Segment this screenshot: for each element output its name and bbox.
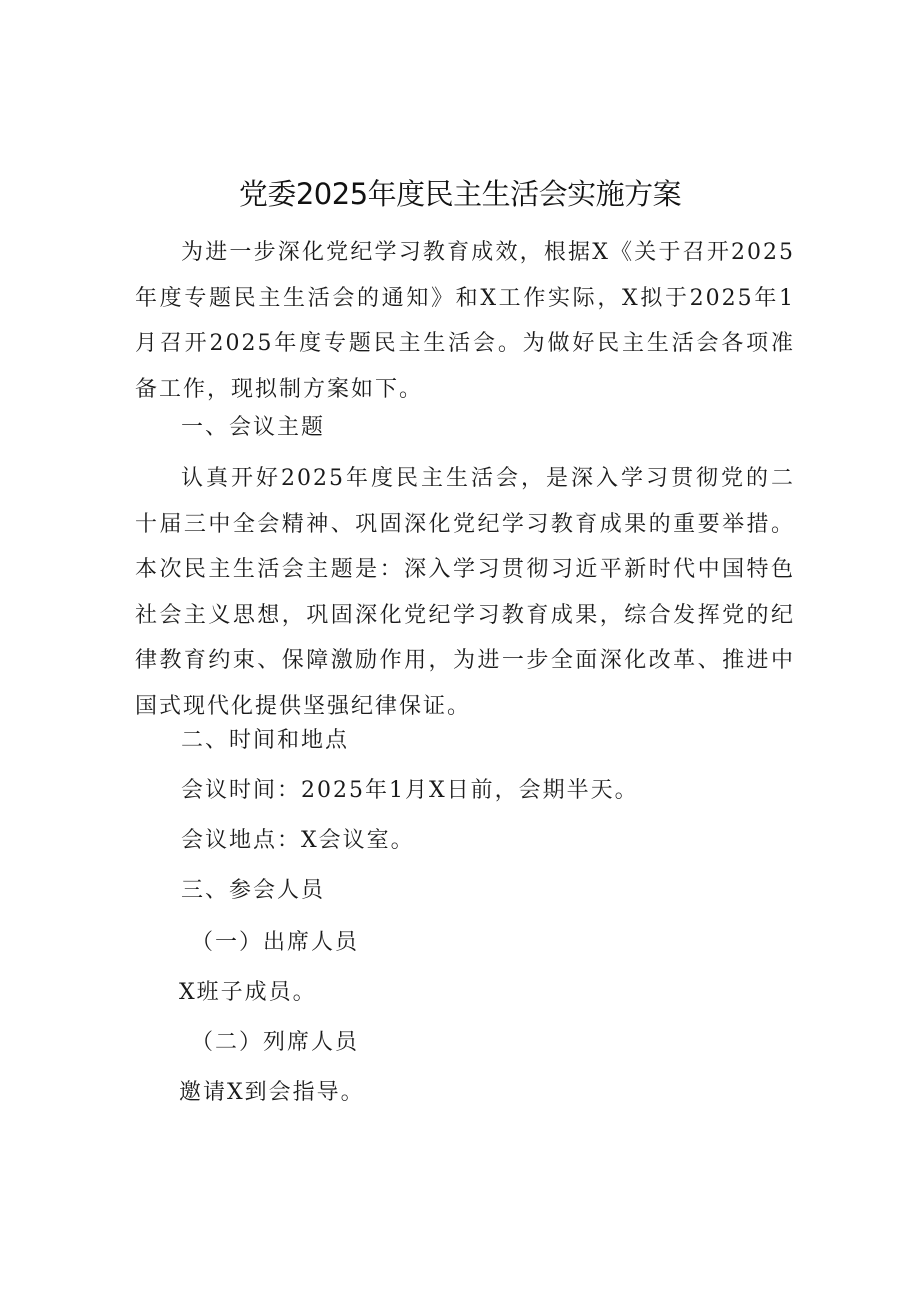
section3-heading: 三、参会人员 [181,878,326,903]
section1-body: 认真开好2025年度民主生活会，是深入学习贯彻党的二十届三中全会精神、巩固深化党纪学习教育成果的重要举措。本次民主生活会主题是：深入学习贯彻习近平新时代中国特色社会主义思想，巩固深化党纪学习教育成果，综合发挥党的纪律教育约束、保障激励作用，为进一步全面深化改革、推进中国式现代化提供坚强纪律保证。 [135,466,795,719]
meeting-place: 会议地点：X会议室。 [181,828,415,853]
sub2-body: 邀请X到会指导。 [179,1080,365,1105]
sub2-heading: （二）列席人员 [191,1030,360,1055]
intro-paragraph: 为进一步深化党纪学习教育成效，根据X《关于召开2025年度专题民主生活会的通知》和X工作实际，X拟于2025年1月召开2025年度专题民主生活会。为做好民主生活会各项准备工作，现拟制方案如下。 [135,240,795,402]
section2-heading: 二、时间和地点 [181,728,350,753]
sub1-body: X班子成员。 [179,980,317,1005]
sub1-heading: （一）出席人员 [191,930,360,955]
section1-heading: 一、会议主题 [181,415,326,440]
document-title: 党委2025年度民主生活会实施方案 [238,177,682,211]
meeting-time: 会议时间：2025年1月X日前，会期半天。 [181,778,639,803]
